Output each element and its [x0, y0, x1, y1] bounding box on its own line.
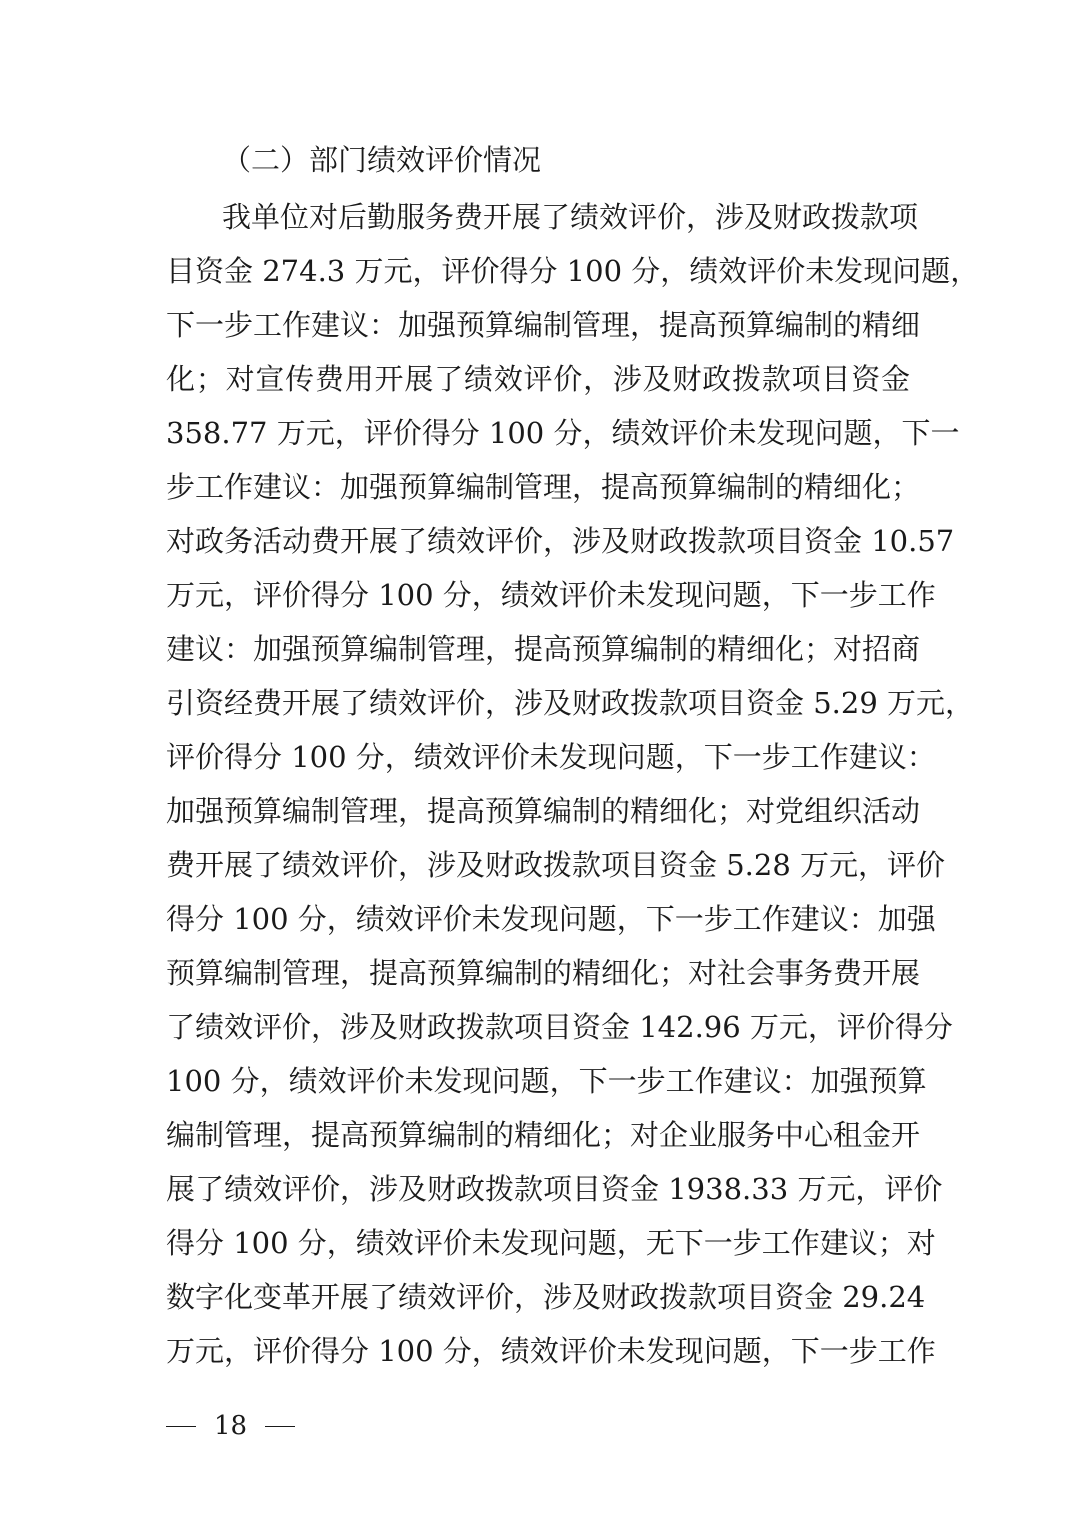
- paragraph-line: 预算编制管理，提高预算编制的精细化；对社会事务费开展: [166, 956, 921, 990]
- page-footer: [166, 1408, 295, 1444]
- paragraph-line: 100 分，绩效评价未发现问题，下一步工作建议：加强预算: [166, 1064, 927, 1098]
- paragraph-line: 万元，评价得分 100 分，绩效评价未发现问题，下一步工作: [166, 1334, 936, 1368]
- paragraph-line: 编制管理，提高预算编制的精细化；对企业服务中心租金开: [166, 1118, 921, 1152]
- paragraph-line: 了绩效评价，涉及财政拨款项目资金 142.96 万元，评价得分: [166, 1010, 953, 1044]
- paragraph-line: 对政务活动费开展了绩效评价，涉及财政拨款项目资金 10.57: [166, 524, 955, 558]
- paragraph-line: 得分 100 分，绩效评价未发现问题，无下一步工作建议；对: [166, 1226, 936, 1260]
- page-number: 18: [214, 1411, 248, 1441]
- footer-dash-right: [265, 1426, 295, 1427]
- paragraph-line: 358.77 万元，评价得分 100 分，绩效评价未发现问题，下一: [166, 416, 960, 450]
- paragraph-line: 建议：加强预算编制管理，提高预算编制的精细化；对招商: [166, 632, 921, 666]
- paragraph-line: 费开展了绩效评价，涉及财政拨款项目资金 5.28 万元，评价: [166, 848, 946, 882]
- paragraph-line: 化；对宣传费用开展了绩效评价，涉及财政拨款项目资金: [166, 362, 910, 396]
- paragraph-line: 得分 100 分，绩效评价未发现问题，下一步工作建议：加强: [166, 902, 936, 936]
- paragraph-line: 步工作建议：加强预算编制管理，提高预算编制的精细化；: [166, 470, 921, 504]
- paragraph-line: 下一步工作建议：加强预算编制管理，提高预算编制的精细: [166, 308, 921, 342]
- paragraph-line: 引资经费开展了绩效评价，涉及财政拨款项目资金 5.29 万元，: [166, 686, 975, 720]
- section-heading: （二）部门绩效评价情况: [222, 143, 542, 177]
- paragraph-line: 数字化变革开展了绩效评价，涉及财政拨款项目资金 29.24: [166, 1280, 926, 1314]
- body-paragraph: [166, 190, 980, 1378]
- paragraph-line: 评价得分 100 分，绩效评价未发现问题，下一步工作建议：: [166, 740, 936, 774]
- paragraph-line: 万元，评价得分 100 分，绩效评价未发现问题，下一步工作: [166, 578, 936, 612]
- paragraph-line: 我单位对后勤服务费开展了绩效评价，涉及财政拨款项: [222, 200, 919, 234]
- paragraph-line: 展了绩效评价，涉及财政拨款项目资金 1938.33 万元，评价: [166, 1172, 943, 1206]
- paragraph-line: 加强预算编制管理，提高预算编制的精细化；对党组织活动: [166, 794, 921, 828]
- paragraph-line: 目资金 274.3 万元，评价得分 100 分，绩效评价未发现问题，: [166, 254, 980, 288]
- footer-dash-left: [166, 1426, 196, 1427]
